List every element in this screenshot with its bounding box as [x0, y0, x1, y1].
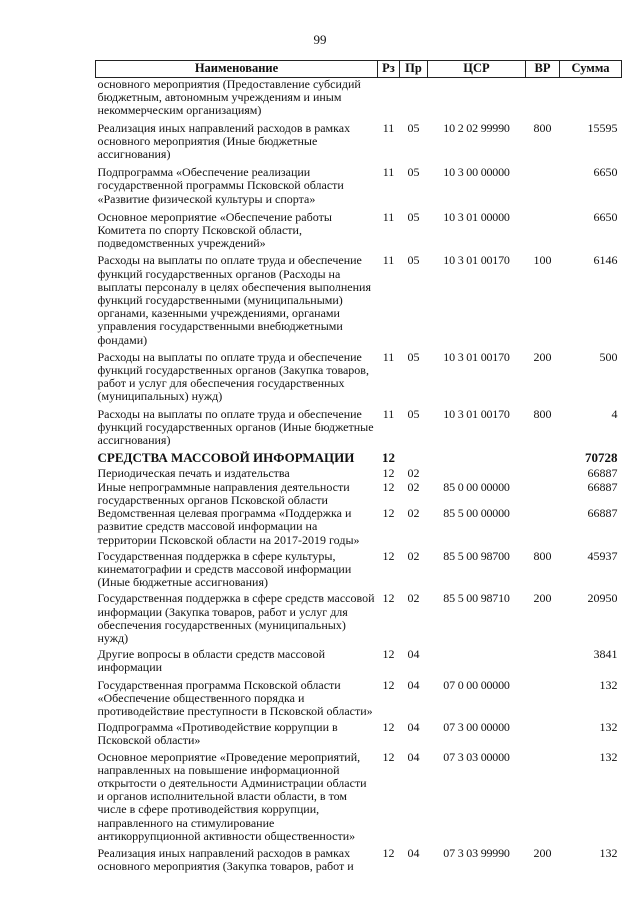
cell-rz: 12 [382, 450, 395, 466]
cell-csr: 07 3 00 00000 [443, 720, 510, 735]
cell-sum: 66887 [587, 506, 618, 521]
cell-pr: 02 [407, 466, 420, 481]
cell-vr [526, 751, 560, 847]
cell-sum: 3841 [593, 647, 618, 662]
cell-rz: 11 [382, 209, 395, 224]
table-row [96, 679, 622, 722]
cell-rz: 12 [382, 845, 395, 860]
table-row [96, 78, 622, 122]
cell-name: Основное мероприятие «Проведение мероприятий, направленных на повышение информационной открытости о деятельности Администрации области и органов исполнительной власти области, в том числе в сфере противодействия коррупции, направленного на стимулирование антикоррупционной активности общественности» [97, 749, 367, 843]
cell-csr: 10 3 01 00170 [443, 349, 510, 364]
cell-rz: 11 [382, 349, 395, 364]
cell-name: Государственная поддержка в сфере средств массовой информации (Закупка товаров, работ и услуг для обеспечения государственных (муниципальных) нужд) [97, 591, 375, 645]
cell-rz: 12 [382, 466, 395, 481]
cell-pr: 04 [407, 749, 420, 764]
table-row [96, 721, 622, 750]
cell-vr: 100 [533, 253, 552, 268]
cell-rz: 12 [382, 647, 395, 662]
cell-pr: 05 [407, 349, 420, 364]
table-row [96, 451, 622, 467]
cell-rz: 11 [382, 120, 395, 135]
cell-rz: 11 [382, 165, 395, 180]
cell-sum: 66887 [587, 479, 618, 494]
header-name: Наименование [96, 61, 378, 78]
cell-rz [378, 78, 400, 122]
header-sum: Сумма [560, 61, 622, 78]
cell-vr: 200 [533, 845, 552, 860]
cell-vr [526, 467, 560, 480]
cell-pr: 05 [407, 406, 420, 421]
cell-sum: 500 [599, 349, 618, 364]
cell-pr: 02 [407, 506, 420, 521]
cell-sum: 132 [599, 749, 618, 764]
cell-pr: 04 [407, 677, 420, 692]
table-row [96, 751, 622, 847]
cell-sum [560, 78, 622, 122]
cell-csr: 10 2 02 99990 [443, 120, 510, 135]
cell-pr: 02 [407, 548, 420, 563]
cell-rz: 12 [382, 749, 395, 764]
cell-name: СРЕДСТВА МАССОВОЙ ИНФОРМАЦИИ [97, 450, 355, 466]
cell-csr: 85 5 00 98700 [443, 548, 510, 563]
table-row [96, 166, 622, 211]
header-vr: ВР [526, 61, 560, 78]
table-row [96, 481, 622, 507]
cell-name: основного мероприятия (Предоставление субсидий бюджетным, автономным учреждениям и иным некоммерческим организациям) [97, 77, 361, 118]
table-row [96, 592, 622, 648]
cell-sum: 15595 [587, 120, 618, 135]
cell-name: Реализация иных направлений расходов в рамках основного мероприятия (Закупка товаров, работ и [97, 845, 354, 874]
cell-pr: 05 [407, 165, 420, 180]
cell-rz: 11 [382, 253, 395, 268]
header-rz: Рз [378, 61, 400, 78]
cell-name: Другие вопросы в области средств массовой информации [97, 647, 326, 675]
cell-pr: 02 [407, 479, 420, 494]
table-row [96, 351, 622, 408]
cell-name: Основное мероприятие «Обеспечение работы Комитета по спорту Псковской области, подведомственных учреждений» [97, 209, 332, 251]
cell-csr [428, 451, 526, 467]
table-row [96, 467, 622, 480]
table-row [96, 408, 622, 452]
cell-name: Ведомственная целевая программа «Поддержка и развитие средств массовой информации на территории Псковской области на 2017-2019 годы» [97, 506, 360, 547]
cell-vr [526, 648, 560, 678]
cell-vr [526, 451, 560, 467]
cell-csr: 10 3 01 00000 [443, 209, 510, 224]
cell-csr: 85 5 00 98710 [443, 591, 510, 606]
cell-csr: 85 0 00 00000 [443, 479, 510, 494]
cell-rz: 12 [382, 677, 395, 692]
cell-name: Расходы на выплаты по оплате труда и обеспечение функций государственных органов (Иные бюджетные ассигнования) [97, 406, 374, 448]
cell-rz: 12 [382, 479, 395, 494]
cell-vr: 800 [533, 406, 552, 421]
cell-sum: 132 [599, 845, 618, 860]
table-row [96, 122, 622, 167]
cell-name: Реализация иных направлений расходов в рамках основного мероприятия (Иные бюджетные ассигнования) [97, 120, 351, 162]
cell-pr: 05 [407, 253, 420, 268]
cell-rz: 12 [382, 591, 395, 606]
table-row [96, 254, 622, 350]
cell-rz: 12 [382, 720, 395, 735]
cell-vr: 200 [533, 349, 552, 364]
header-pr: Пр [400, 61, 428, 78]
cell-name: Государственная программа Псковской области «Обеспечение общественного порядка и противодействие преступности в Псковской области» [97, 677, 373, 718]
cell-sum: 132 [599, 677, 618, 692]
cell-csr: 10 3 00 00000 [443, 165, 510, 180]
cell-name: Расходы на выплаты по оплате труда и обеспечение функций государственных органов (Расходы на выплаты персоналу в целях обеспечения выполнения функций государственными (муниципальными) органами, казенными учреждениями, органами управления государственными внебюджетными фондами) [97, 253, 371, 347]
table-header-row [96, 61, 622, 78]
cell-csr: 10 3 01 00170 [443, 253, 510, 268]
cell-vr [526, 78, 560, 122]
cell-vr [526, 721, 560, 750]
cell-csr [428, 78, 526, 122]
table-row [96, 507, 622, 550]
cell-pr: 05 [407, 209, 420, 224]
cell-sum: 66887 [587, 466, 618, 481]
page-number: 99 [313, 32, 327, 47]
cell-csr: 07 3 03 99990 [443, 845, 510, 860]
table-row [96, 550, 622, 593]
cell-vr [526, 481, 560, 507]
cell-sum: 6650 [593, 209, 618, 224]
cell-pr: 04 [407, 647, 420, 662]
cell-name: Расходы на выплаты по оплате труда и обеспечение функций государственных органов (Закупка товаров, работ и услуг для обеспечения государственных (муниципальных) нужд) [97, 349, 369, 404]
cell-pr: 04 [407, 720, 420, 735]
cell-name: Иные непрограммные направления деятельности государственных органов Псковской области [97, 479, 350, 507]
cell-rz: 12 [382, 506, 395, 521]
cell-name: Подпрограмма «Обеспечение реализации государственной программы Псковской области «Развитие физической культуры и спорта» [97, 165, 344, 206]
cell-vr: 800 [533, 548, 552, 563]
cell-csr: 85 5 00 00000 [443, 506, 510, 521]
cell-csr [428, 648, 526, 678]
cell-csr: 10 3 01 00170 [443, 406, 510, 421]
cell-sum: 70728 [585, 450, 618, 466]
cell-vr: 200 [533, 591, 552, 606]
cell-vr [526, 211, 560, 255]
cell-sum: 45937 [587, 548, 618, 563]
table-row [96, 847, 622, 877]
cell-pr [400, 78, 428, 122]
table-row [96, 648, 622, 678]
cell-name: Подпрограмма «Противодействие коррупции в Псковской области» [97, 720, 338, 748]
cell-sum: 20950 [587, 591, 618, 606]
table-row [96, 211, 622, 255]
cell-pr: 02 [407, 591, 420, 606]
cell-csr [428, 467, 526, 480]
cell-csr: 07 0 00 00000 [443, 677, 510, 692]
cell-sum: 132 [599, 720, 618, 735]
cell-pr [400, 451, 428, 467]
cell-csr: 07 3 03 00000 [443, 749, 510, 764]
cell-pr: 05 [407, 120, 420, 135]
cell-rz: 11 [382, 406, 395, 421]
cell-name: Периодическая печать и издательства [97, 466, 290, 481]
budget-table [95, 60, 622, 877]
header-csr: ЦСР [428, 61, 526, 78]
cell-sum: 4 [611, 406, 618, 421]
cell-sum: 6650 [593, 165, 618, 180]
cell-rz: 12 [382, 548, 395, 563]
cell-vr [526, 679, 560, 722]
cell-name: Государственная поддержка в сфере культуры, кинематографии и средств массовой информации (Иные бюджетные ассигнования) [97, 548, 352, 590]
cell-vr [526, 166, 560, 211]
cell-pr: 04 [407, 845, 420, 860]
cell-vr: 800 [533, 120, 552, 135]
cell-vr [526, 507, 560, 550]
cell-sum: 6146 [593, 253, 618, 268]
